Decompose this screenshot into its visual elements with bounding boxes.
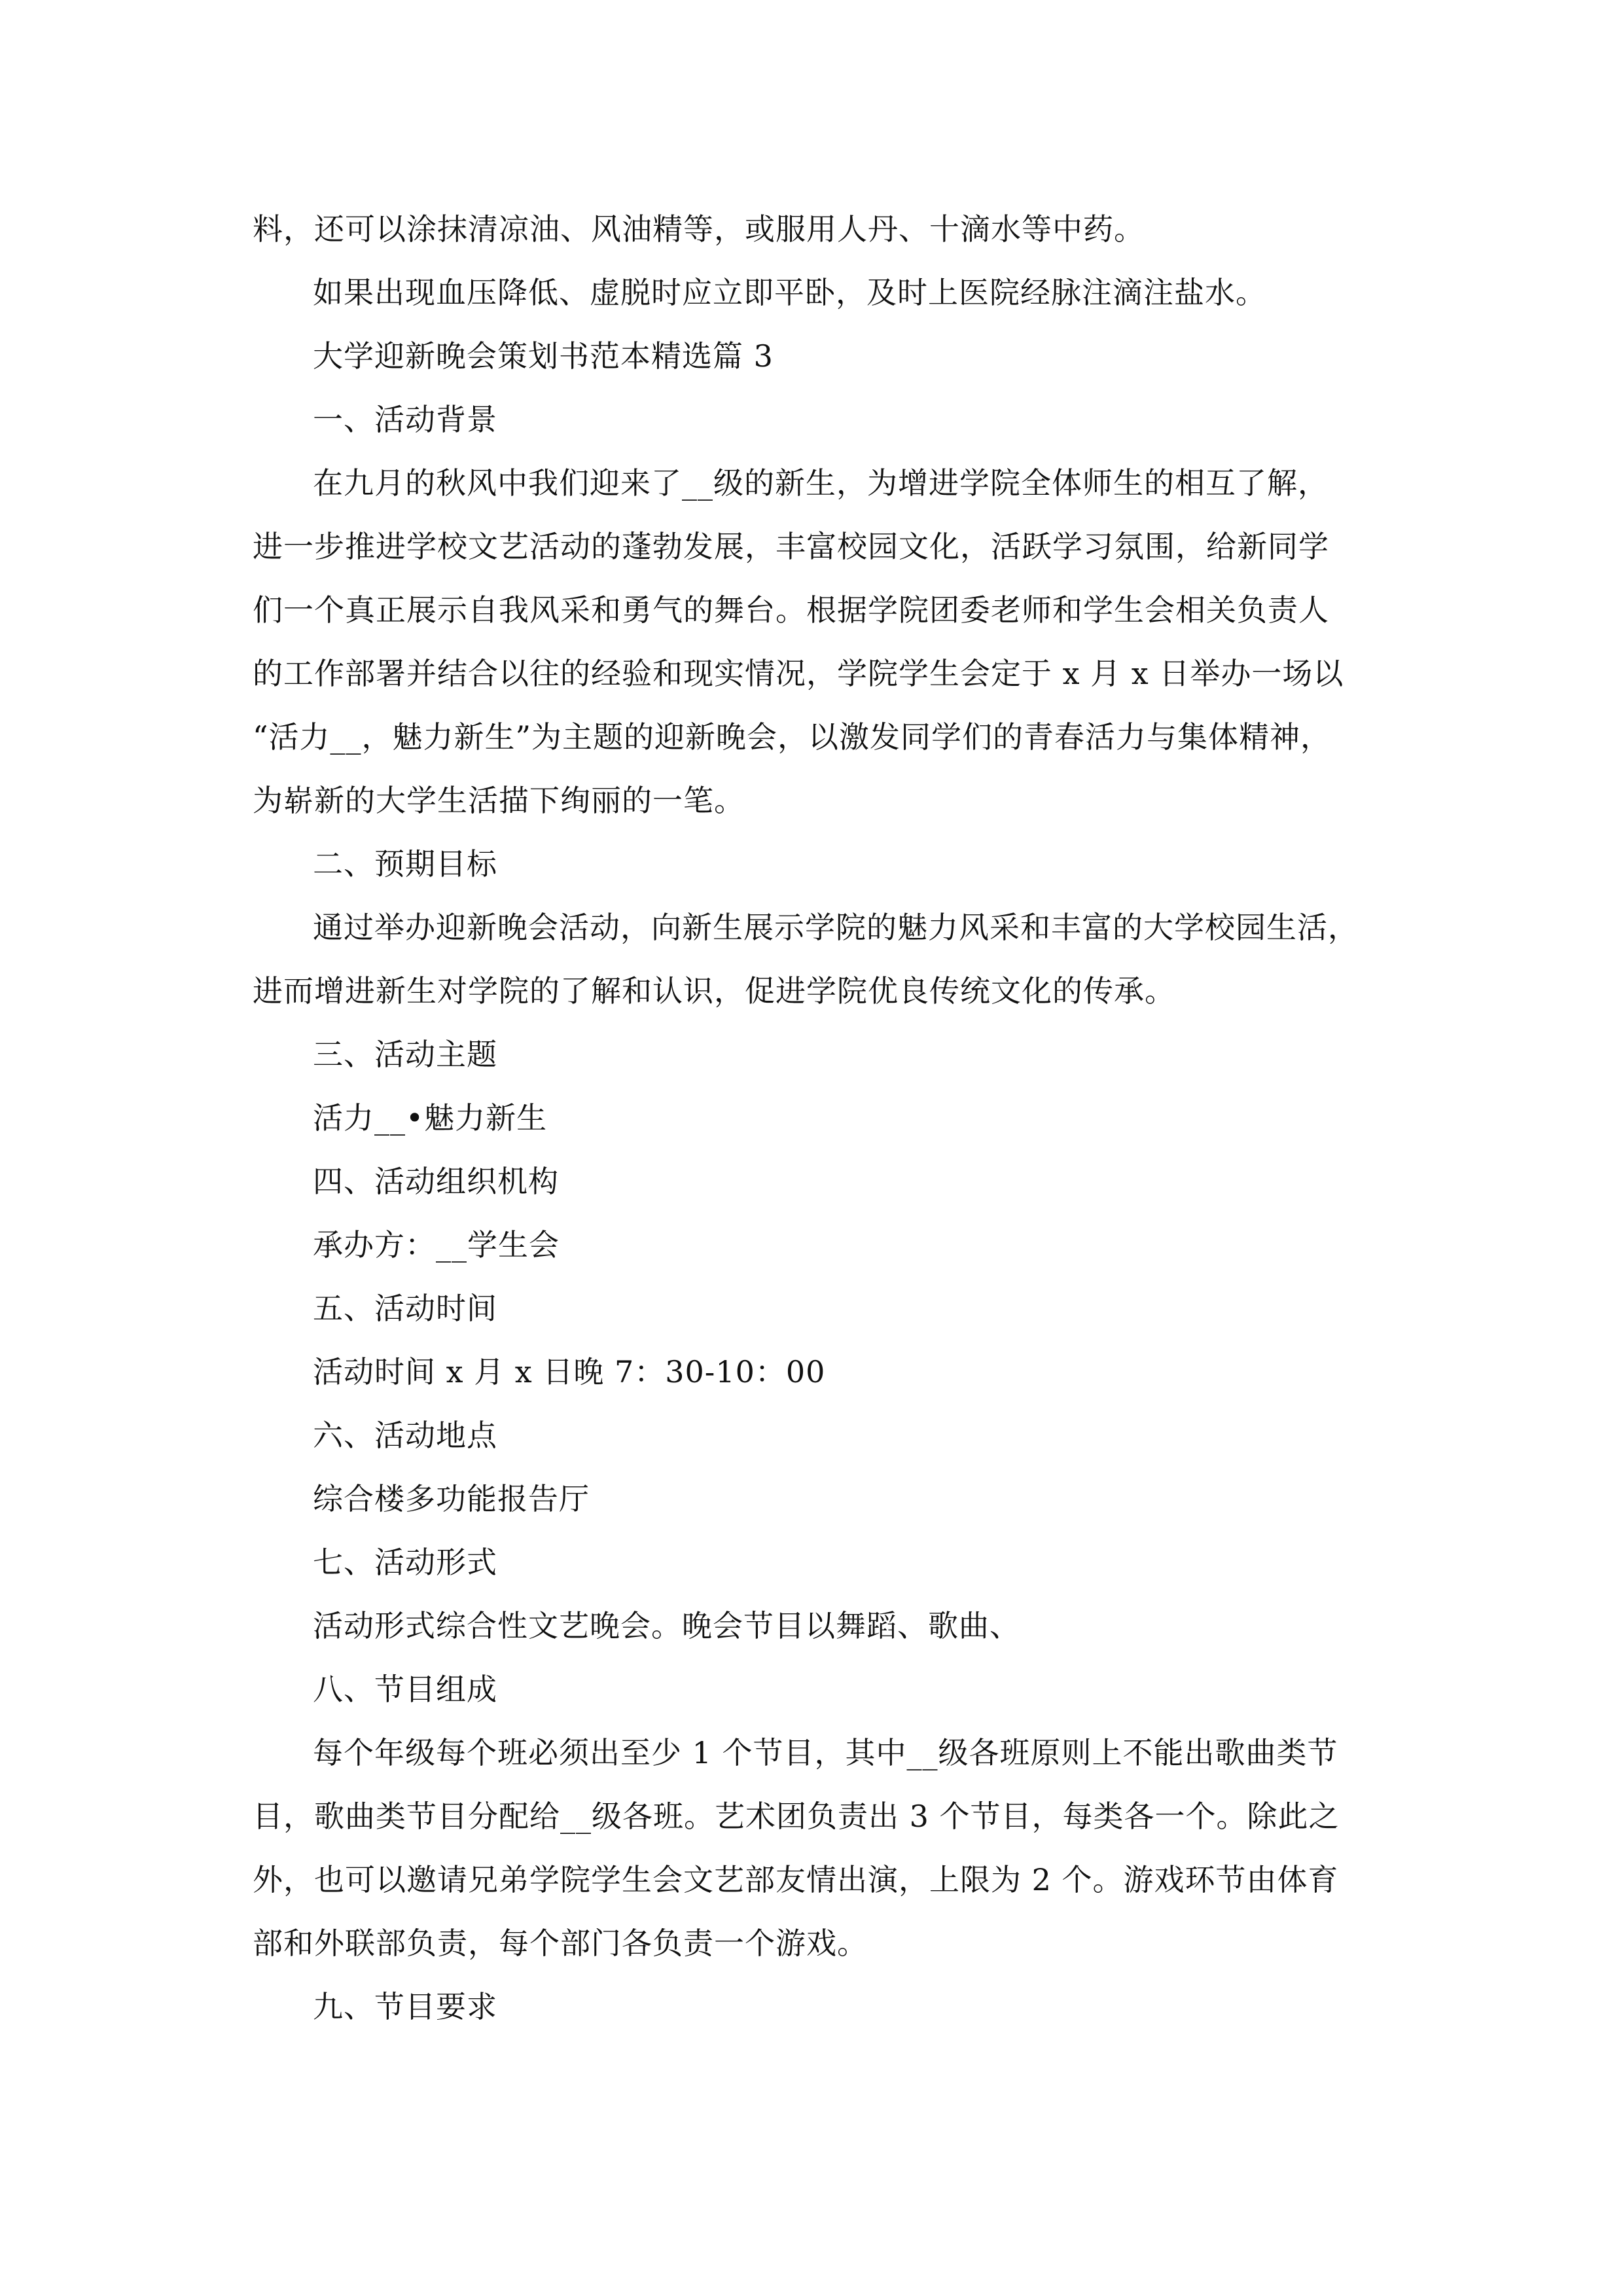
- body-text-line: 料，还可以涂抹清凉油、风油精等，或服用人丹、十滴水等中药。: [253, 211, 1145, 247]
- section-heading: 三、活动主题: [313, 1037, 497, 1072]
- section-heading: 四、活动组织机构: [313, 1164, 559, 1199]
- section-heading: 一、活动背景: [313, 402, 497, 437]
- body-text-line: 通过举办迎新晚会活动，向新生展示学院的魅力风采和丰富的大学校园生活，: [313, 910, 1359, 945]
- body-text-line: 每个年级每个班必须出至少 1 个节目，其中__级各班原则上不能出歌曲类节: [313, 1735, 1338, 1770]
- body-text-line: 综合楼多功能报告厅: [313, 1481, 590, 1516]
- body-text-line: 外，也可以邀请兄弟学院学生会文艺部友情出演，上限为 2 个。游戏环节由体育: [253, 1862, 1339, 1897]
- body-text-line: 们一个真正展示自我风采和勇气的舞台。根据学院团委老师和学生会相关负责人: [253, 592, 1329, 628]
- body-text-line: “活力__，魅力新生”为主题的迎新晚会，以激发同学们的青春活力与集体精神，: [253, 719, 1332, 755]
- body-text-line: 活动形式综合性文艺晚会。晚会节目以舞蹈、歌曲、: [313, 1608, 1020, 1643]
- body-text-line: 活动时间 x 月 x 日晚 7：30-10：00: [313, 1354, 826, 1390]
- section-heading: 六、活动地点: [313, 1418, 497, 1453]
- body-text-line: 的工作部署并结合以往的经验和现实情况，学院学生会定于 x 月 x 日举办一场以: [253, 656, 1344, 691]
- section-heading: 九、节目要求: [313, 1989, 497, 2024]
- body-text-line: 在九月的秋风中我们迎来了__级的新生，为增进学院全体师生的相互了解，: [313, 465, 1329, 501]
- body-text-line: 为崭新的大学生活描下绚丽的一笔。: [253, 783, 745, 818]
- section-heading: 二、预期目标: [313, 846, 497, 882]
- body-text-line: 活力__•魅力新生: [313, 1100, 548, 1136]
- body-text-line: 部和外联部负责，每个部门各负责一个游戏。: [253, 1926, 868, 1961]
- body-text-line: 目，歌曲类节目分配给__级各班。艺术团负责出 3 个节目，每类各一个。除此之: [253, 1799, 1340, 1834]
- section-heading: 八、节目组成: [313, 1672, 497, 1707]
- section-title: 大学迎新晚会策划书范本精选篇 3: [313, 338, 774, 374]
- body-text-line: 进而增进新生对学院的了解和认识，促进学院优良传统文化的传承。: [253, 973, 1175, 1009]
- body-text-line: 如果出现血压降低、虚脱时应立即平卧，及时上医院经脉注滴注盐水。: [313, 275, 1266, 310]
- section-heading: 七、活动形式: [313, 1545, 497, 1580]
- section-heading: 五、活动时间: [313, 1291, 497, 1326]
- body-text-line: 承办方：__学生会: [313, 1227, 560, 1263]
- body-text-line: 进一步推进学校文艺活动的蓬勃发展，丰富校园文化，活跃学习氛围，给新同学: [253, 529, 1329, 564]
